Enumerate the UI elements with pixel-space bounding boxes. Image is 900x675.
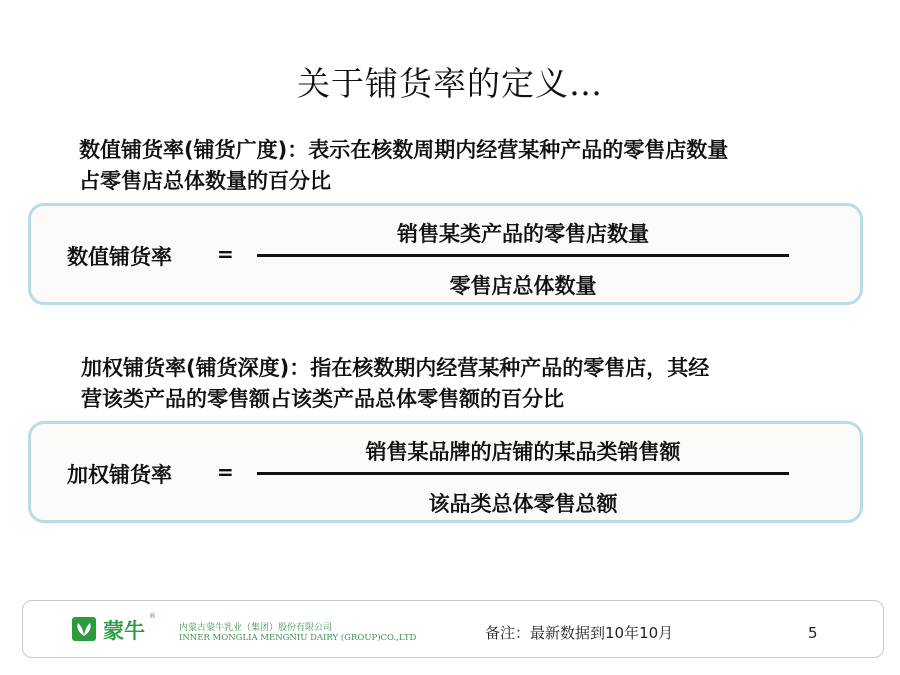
formula-denominator: 该品类总体零售总额: [428, 492, 618, 516]
definition-line: 数值铺货率(铺货广度)：表示在核数周期内经营某种产品的零售店数量: [79, 138, 729, 162]
formula-denominator: 零售店总体数量: [449, 274, 597, 298]
logo-leaf-icon: [72, 617, 96, 641]
definition-line: 加权铺货率(铺货深度)：指在核数期内经营某种产品的零售店，其经: [81, 356, 710, 380]
weighted-distribution-definition: [81, 353, 709, 415]
page-number: 5: [808, 624, 818, 642]
formula-lhs: 加权铺货率: [67, 463, 172, 487]
numeric-distribution-formula-box: [28, 203, 863, 305]
formula-numerator: 销售某类产品的零售店数量: [397, 222, 649, 246]
formula-numerator: 销售某品牌的店铺的某品类销售额: [365, 440, 681, 464]
equals-sign: =: [217, 242, 234, 266]
numeric-distribution-definition: [79, 135, 728, 197]
equals-sign: =: [217, 460, 234, 484]
definition-line: 营该类产品的零售额占该类产品总体零售额的百分比: [81, 387, 564, 411]
company-name-chinese: 内蒙古蒙牛乳业（集团）股份有限公司: [179, 623, 333, 633]
registered-mark: ®: [149, 612, 156, 620]
brand-logo-text: 蒙牛: [103, 618, 145, 643]
slide-title: 关于铺货率的定义…: [297, 64, 603, 103]
company-name-english: INNER MONGLIA MENGNIU DAIRY (GROUP)CO.,LTD: [179, 633, 417, 643]
weighted-distribution-formula-box: [28, 421, 863, 523]
definition-line: 占零售店总体数量的百分比: [79, 169, 331, 193]
formula-lhs: 数值铺货率: [67, 245, 172, 269]
mengniu-logo-icon: [72, 617, 96, 641]
fraction-bar: [257, 472, 789, 475]
fraction-bar: [257, 254, 789, 257]
slide-footer: [22, 600, 884, 658]
footer-note: 备注：最新数据到10年10月: [485, 624, 674, 642]
